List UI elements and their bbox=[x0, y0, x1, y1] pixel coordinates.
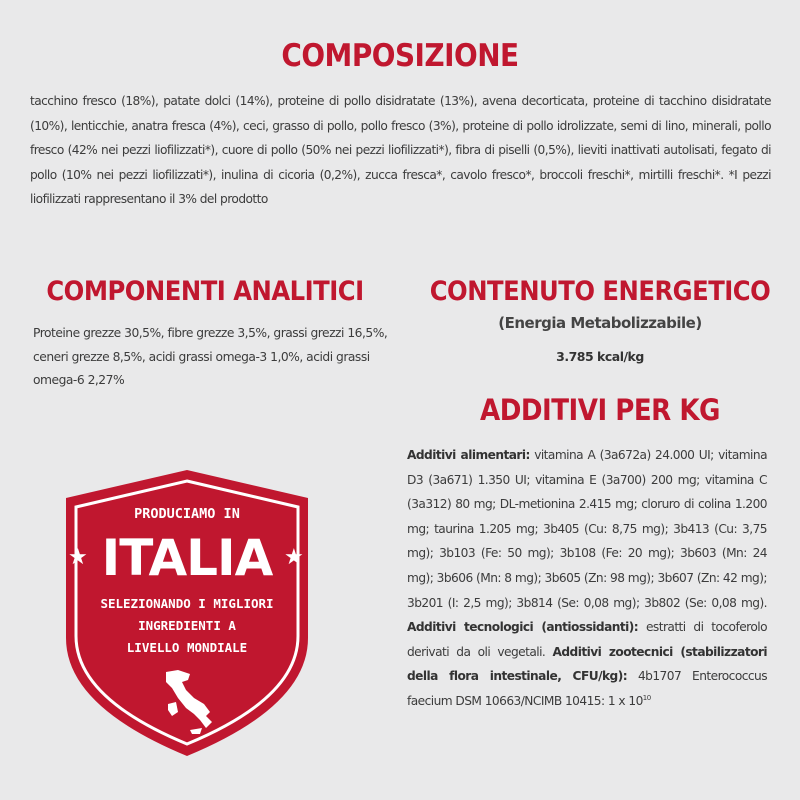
additives-zoo-exponent: 10 bbox=[642, 693, 651, 702]
additives-tech-label: Additivi tecnologici (antiossidanti): bbox=[407, 620, 639, 635]
additives-title: ADDITIVI PER KG bbox=[480, 393, 720, 427]
badge-line-3: LIVELLO MONDIALE bbox=[126, 640, 248, 655]
star-icon: ★ bbox=[284, 544, 304, 569]
badge-pre-text: PRODUCIAMO IN bbox=[134, 506, 240, 522]
composition-text: tacchino fresco (18%), patate dolci (14%), proteine di pollo disidratate (13%), avena decorticata, proteine di tacchino disidratate (10%), lenticchie, anatra fresca (4%), ceci, grasso di pollo, pollo fresco (3%), proteine di pollo idrolizzate, semi di lino, minerali, pollo fresco (42% nei pezzi liofilizzati*), cuore di pollo (50% nei pezzi liofilizzati*), fibra di piselli (0,5%), lieviti inattivati autolisati, fegato di pollo (10% nei pezzi liofilizzati*), inulina di cicoria (0,2%), zucca fresca*, cavolo fresco*, broccoli freschi*, mirtilli freschi*. *I pezzi liofilizzati rappresentano il 3% del prodotto bbox=[30, 94, 771, 206]
additives-zoo-text: 4b1707 Enterococcus faecium DSM 10663/NCIMB 10415: 1 x 10 bbox=[407, 669, 767, 708]
made-in-italy-badge bbox=[62, 468, 312, 758]
analytical-title: COMPONENTI ANALITICI bbox=[46, 276, 364, 307]
composition-title: COMPOSIZIONE bbox=[281, 38, 519, 74]
additives-food-label: Additivi alimentari: bbox=[407, 448, 530, 462]
energy-subtitle: (Energia Metabolizzabile) bbox=[498, 314, 702, 332]
badge-country: ITALIA bbox=[101, 529, 273, 587]
energy-title: CONTENUTO ENERGETICO bbox=[429, 276, 771, 307]
badge-line-1: SELEZIONANDO I MIGLIORI bbox=[100, 596, 274, 611]
badge-line-2: INGREDIENTI A bbox=[138, 618, 236, 633]
analytical-text: Proteine grezze 30,5%, fibre grezze 3,5%, grassi grezzi 16,5%, ceneri grezze 8,5%, acidi grassi omega-3 1,0%, acidi grassi omega-6 2,27% bbox=[33, 326, 388, 387]
additives-tech-text: estratti di tocoferolo derivati da oli vegetali. bbox=[407, 620, 767, 659]
additives-zoo-label: Additivi zootecnici (stabilizzatori della flora intestinale, CFU/kg): bbox=[407, 644, 768, 684]
star-icon: ★ bbox=[68, 544, 88, 569]
additives-text bbox=[407, 443, 767, 714]
energy-value: 3.785 kcal/kg bbox=[556, 349, 644, 364]
additives-food-text: vitamina A (3a672a) 24.000 UI; vitamina D3 (3a671) 1.350 UI; vitamina E (3a700) 200 mg; vitamina C (3a312) 80 mg; DL-metionina 2.415 mg; cloruro di colina 1.200 mg; taurina 1.205 mg; 3b405 (Cu: 8,75 mg); 3b413 (Cu: 3,75 mg); 3b103 (Fe: 50 mg); 3b108 (Fe: 20 mg); 3b603 (Mn: 24 mg); 3b606 (Mn: 8 mg); 3b605 (Zn: 98 mg); 3b607 (Zn: 42 mg); 3b201 (I: 2,5 mg); 3b814 (Se: 0,08 mg); 3b802 (Se: 0,08 mg). bbox=[407, 448, 767, 610]
